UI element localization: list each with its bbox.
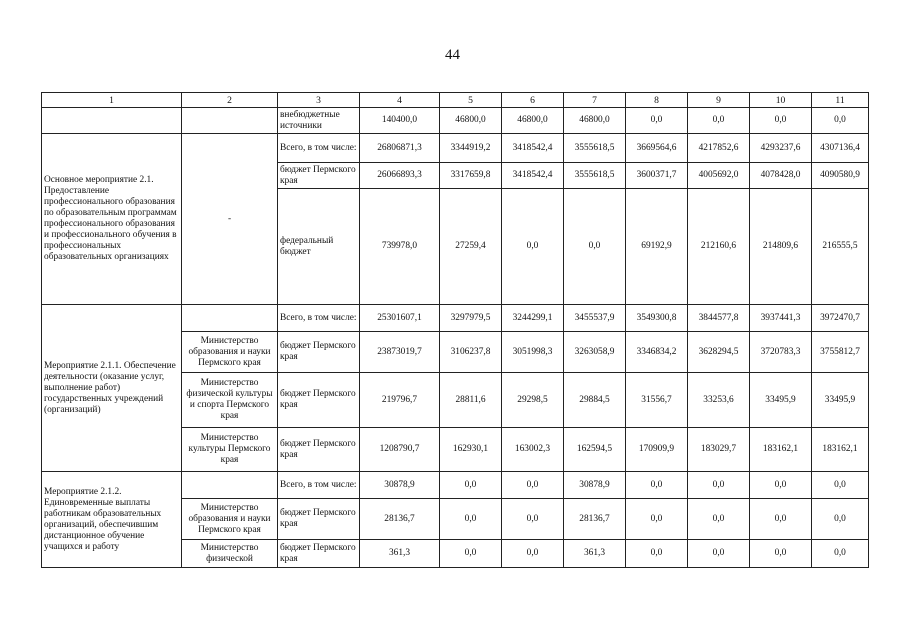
value-cell: 0,0 xyxy=(440,540,502,568)
value-cell: 29298,5 xyxy=(502,373,564,428)
value-cell: 3669564,6 xyxy=(626,134,688,163)
activity-name-cell: Мероприятие 2.1.2. Единовременные выплаты работникам образовательных организаций, обеспечившим дистанционное обучение учащихся и работу xyxy=(42,472,182,568)
table-row xyxy=(42,305,869,332)
value-cell: 23873019,7 xyxy=(360,332,440,373)
value-cell: 0,0 xyxy=(750,499,812,540)
executor-cell: Министерство образования и науки Пермского края xyxy=(182,332,278,373)
value-cell: 0,0 xyxy=(502,499,564,540)
value-cell: 28136,7 xyxy=(360,499,440,540)
value-cell: 30878,9 xyxy=(564,472,626,499)
value-cell: 28136,7 xyxy=(564,499,626,540)
executor-cell: Министерство образования и науки Пермского края xyxy=(182,499,278,540)
value-cell: 3555618,5 xyxy=(564,134,626,163)
value-cell: 0,0 xyxy=(626,499,688,540)
source-cell: Всего, в том числе: xyxy=(278,305,360,332)
value-cell: 170909,9 xyxy=(626,428,688,472)
activity-name-cell: Мероприятие 2.1.1. Обеспечение деятельности (оказание услуг, выполнение работ) государственных учреждений (организаций) xyxy=(42,305,182,472)
value-cell: 0,0 xyxy=(812,472,869,499)
header-cell: 11 xyxy=(812,93,869,108)
value-cell: 0,0 xyxy=(688,540,750,568)
value-cell: 4293237,6 xyxy=(750,134,812,163)
value-cell: 0,0 xyxy=(812,499,869,540)
value-cell: 0,0 xyxy=(626,108,688,134)
header-cell: 7 xyxy=(564,93,626,108)
source-cell: бюджет Пермского края xyxy=(278,499,360,540)
value-cell: 0,0 xyxy=(750,540,812,568)
value-cell: 3317659,8 xyxy=(440,163,502,189)
value-cell: 0,0 xyxy=(502,472,564,499)
header-cell: 9 xyxy=(688,93,750,108)
value-cell: 3106237,8 xyxy=(440,332,502,373)
value-cell: 1208790,7 xyxy=(360,428,440,472)
value-cell: 140400,0 xyxy=(360,108,440,134)
value-cell: 216555,5 xyxy=(812,189,869,305)
value-cell: 3346834,2 xyxy=(626,332,688,373)
value-cell: 28811,6 xyxy=(440,373,502,428)
value-cell: 4005692,0 xyxy=(688,163,750,189)
value-cell: 214809,6 xyxy=(750,189,812,305)
value-cell: 0,0 xyxy=(688,108,750,134)
executor-cell: Министерство физической xyxy=(182,540,278,568)
value-cell: 0,0 xyxy=(626,540,688,568)
activity-name-cell: Основное мероприятие 2.1. Предоставление профессионального образования по образовательным программам профессионального образования и профессионального обучения в профессиональных образовательных организациях xyxy=(42,134,182,305)
executor-cell: - xyxy=(182,134,278,305)
value-cell: 219796,7 xyxy=(360,373,440,428)
page-number: 44 xyxy=(445,47,460,63)
header-cell: 5 xyxy=(440,93,502,108)
value-cell: 0,0 xyxy=(688,472,750,499)
value-cell: 46800,0 xyxy=(440,108,502,134)
table-row xyxy=(42,108,869,134)
value-cell: 3628294,5 xyxy=(688,332,750,373)
value-cell: 163002,3 xyxy=(502,428,564,472)
source-cell: бюджет Пермского края xyxy=(278,540,360,568)
value-cell: 29884,5 xyxy=(564,373,626,428)
table-row xyxy=(42,134,869,163)
value-cell: 3844577,8 xyxy=(688,305,750,332)
value-cell: 3263058,9 xyxy=(564,332,626,373)
header-cell: 10 xyxy=(750,93,812,108)
value-cell: 0,0 xyxy=(688,499,750,540)
table-row xyxy=(42,472,869,499)
source-cell: Всего, в том числе: xyxy=(278,472,360,499)
value-cell: 33253,6 xyxy=(688,373,750,428)
value-cell: 162930,1 xyxy=(440,428,502,472)
empty-cell xyxy=(182,108,278,134)
header-row xyxy=(42,93,869,108)
empty-cell xyxy=(182,472,278,499)
executor-cell: Министерство культуры Пермского края xyxy=(182,428,278,472)
source-cell: внебюджетные источники xyxy=(278,108,360,134)
header-cell: 4 xyxy=(360,93,440,108)
value-cell: 183162,1 xyxy=(750,428,812,472)
value-cell: 0,0 xyxy=(750,108,812,134)
value-cell: 3297979,5 xyxy=(440,305,502,332)
value-cell: 31556,7 xyxy=(626,373,688,428)
value-cell: 4090580,9 xyxy=(812,163,869,189)
value-cell: 3972470,7 xyxy=(812,305,869,332)
value-cell: 0,0 xyxy=(440,472,502,499)
value-cell: 26066893,3 xyxy=(360,163,440,189)
value-cell: 25301607,1 xyxy=(360,305,440,332)
value-cell: 0,0 xyxy=(812,540,869,568)
value-cell: 3455537,9 xyxy=(564,305,626,332)
value-cell: 33495,9 xyxy=(750,373,812,428)
value-cell: 3720783,3 xyxy=(750,332,812,373)
source-cell: Всего, в том числе: xyxy=(278,134,360,163)
source-cell: бюджет Пермского края xyxy=(278,332,360,373)
value-cell: 0,0 xyxy=(564,189,626,305)
value-cell: 26806871,3 xyxy=(360,134,440,163)
value-cell: 0,0 xyxy=(502,540,564,568)
value-cell: 27259,4 xyxy=(440,189,502,305)
empty-cell xyxy=(42,108,182,134)
value-cell: 183029,7 xyxy=(688,428,750,472)
value-cell: 361,3 xyxy=(564,540,626,568)
value-cell: 0,0 xyxy=(750,472,812,499)
header-cell: 3 xyxy=(278,93,360,108)
header-cell: 6 xyxy=(502,93,564,108)
value-cell: 3418542,4 xyxy=(502,163,564,189)
executor-cell: Министерство физической культуры и спорта Пермского края xyxy=(182,373,278,428)
value-cell: 30878,9 xyxy=(360,472,440,499)
source-cell: бюджет Пермского края xyxy=(278,373,360,428)
value-cell: 3600371,7 xyxy=(626,163,688,189)
value-cell: 3051998,3 xyxy=(502,332,564,373)
source-cell: бюджет Пермского края xyxy=(278,428,360,472)
value-cell: 3244299,1 xyxy=(502,305,564,332)
header-cell: 8 xyxy=(626,93,688,108)
value-cell: 162594,5 xyxy=(564,428,626,472)
value-cell: 3937441,3 xyxy=(750,305,812,332)
value-cell: 4307136,4 xyxy=(812,134,869,163)
value-cell: 3418542,4 xyxy=(502,134,564,163)
value-cell: 3555618,5 xyxy=(564,163,626,189)
value-cell: 4217852,6 xyxy=(688,134,750,163)
source-cell: федеральный бюджет xyxy=(278,189,360,305)
value-cell: 33495,9 xyxy=(812,373,869,428)
value-cell: 0,0 xyxy=(502,189,564,305)
header-cell: 1 xyxy=(42,93,182,108)
value-cell: 3344919,2 xyxy=(440,134,502,163)
header-cell: 2 xyxy=(182,93,278,108)
value-cell: 46800,0 xyxy=(502,108,564,134)
value-cell: 361,3 xyxy=(360,540,440,568)
value-cell: 46800,0 xyxy=(564,108,626,134)
value-cell: 0,0 xyxy=(440,499,502,540)
value-cell: 0,0 xyxy=(812,108,869,134)
value-cell: 3755812,7 xyxy=(812,332,869,373)
value-cell: 4078428,0 xyxy=(750,163,812,189)
empty-cell xyxy=(182,305,278,332)
budget-table xyxy=(41,92,869,568)
value-cell: 3549300,8 xyxy=(626,305,688,332)
value-cell: 212160,6 xyxy=(688,189,750,305)
value-cell: 0,0 xyxy=(626,472,688,499)
value-cell: 739978,0 xyxy=(360,189,440,305)
value-cell: 69192,9 xyxy=(626,189,688,305)
value-cell: 183162,1 xyxy=(812,428,869,472)
source-cell: бюджет Пермского края xyxy=(278,163,360,189)
